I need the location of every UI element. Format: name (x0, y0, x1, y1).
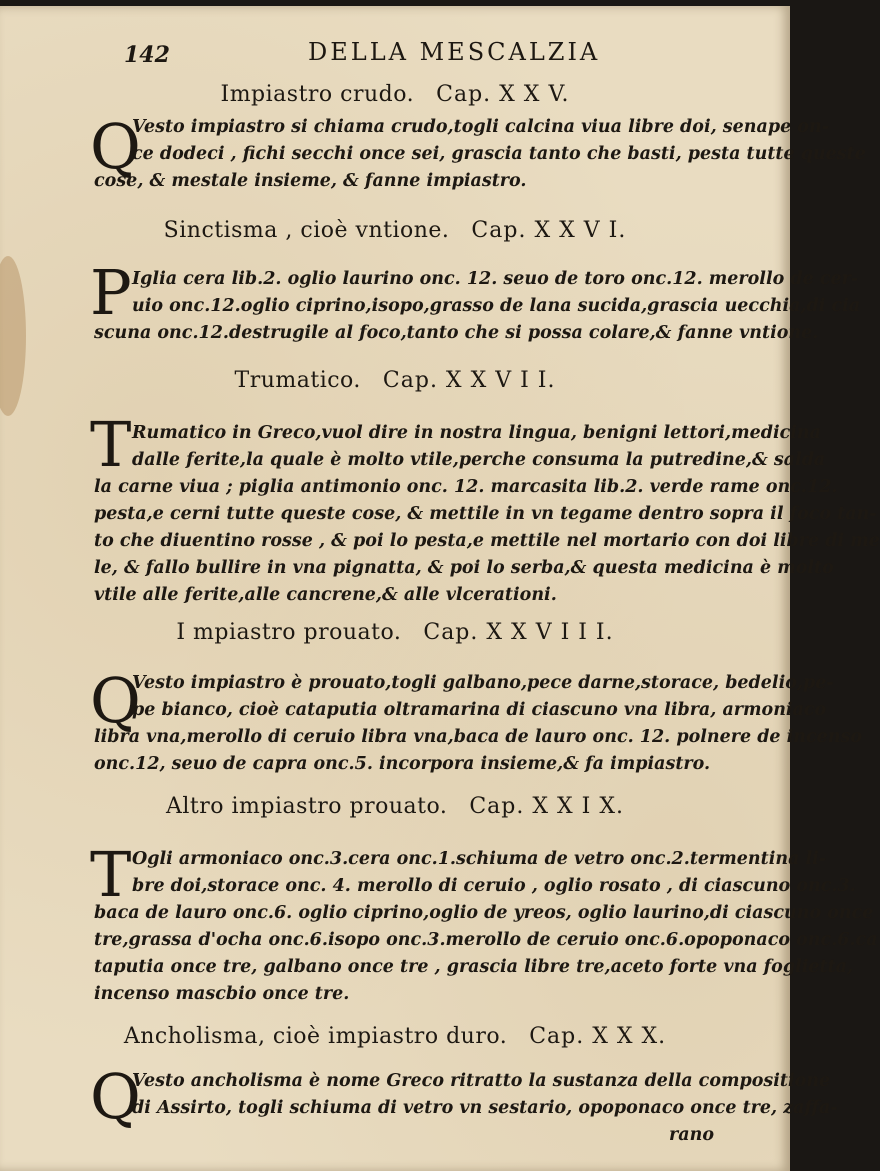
text-line: vtile alle ferite,alle cancrene,& alle vlcerationi. (94, 585, 557, 605)
book-page (0, 6, 880, 1171)
chapter-number: Cap. X X V I. (471, 218, 627, 243)
chapter-number: Cap. X X V I I. (382, 368, 556, 393)
text-line: incenso mascbio once tre. (94, 984, 350, 1004)
text-line: Ogli armoniaco onc.3.cera onc.1.schiuma de vetro onc.2.termentina li- (132, 849, 827, 869)
heading-text: Impiastro crudo. (220, 82, 415, 107)
chapter-number: Cap. X X V I I I. (423, 620, 614, 645)
chapter-number: Cap. X X V. (436, 82, 570, 107)
section-heading (0, 218, 790, 243)
text-line: Vesto impiastro si chiama crudo,togli calcina viua libre doi, senape on- (132, 117, 829, 137)
text-line: le, & fallo bullire in vna pignatta, & poi lo serba,& questa medicina è molto (94, 558, 834, 578)
section-text (94, 114, 866, 195)
text-line: Iglia cera lib.2. oglio laurino onc. 12. seuo de toro onc.12. merollo de cer- (132, 269, 859, 289)
page-number: 142 (124, 42, 170, 68)
section-heading (0, 368, 790, 393)
section-text (94, 846, 878, 1008)
chapter-number: Cap. X X I X. (469, 794, 625, 819)
heading-text: Sinctisma , cioè vntione. (163, 218, 450, 243)
section-text (94, 420, 880, 609)
text-line: taputia once tre, galbano once tre , grascia libre tre,aceto forte vna foglietta, (94, 957, 854, 977)
section-heading (0, 794, 790, 819)
text-line: to che diuentino rosse , & poi lo pesta,e mettile nel mortario con doi libre di me (94, 531, 880, 551)
text-line: bre doi,storace onc. 4. merollo di ceruio , oglio rosato , di ciascuno onc.3. (132, 876, 856, 896)
text-line: ce dodeci , fichi secchi once sei, grascia tanto che basti, pesta tutte queste (132, 144, 866, 164)
section-heading (0, 620, 790, 645)
heading-text: I mpiastro prouato. (176, 620, 402, 645)
catchword: rano (669, 1125, 714, 1145)
drop-cap: T (90, 408, 132, 481)
heading-text: Altro impiastro prouato. (165, 794, 448, 819)
section-text (94, 670, 863, 778)
section-text (94, 1068, 838, 1149)
text-line: Vesto impiastro è prouato,togli galbano,pece darne,storace, bedelio,pe- (132, 673, 834, 693)
text-line: pesta,e cerni tutte queste cose, & mettile in vn tegame dentro sopra il foco tan- (94, 504, 877, 524)
drop-cap: Q (90, 664, 141, 737)
text-line: uio onc.12.oglio ciprino,isopo,grasso de lana sucida,grascia uecchia,di cia (132, 296, 861, 316)
book-title: DELLA MESCALZIA (308, 38, 601, 66)
section-heading (0, 82, 790, 107)
drop-cap: P (90, 256, 132, 329)
section-text (94, 266, 861, 347)
running-head (0, 38, 790, 68)
text-line: tre,grassa d'ocha onc.6.isopo onc.3.merollo de ceruio onc.6.opoponaco onc.6.ca (94, 930, 878, 950)
section-heading (0, 1024, 790, 1049)
text-line: scuna onc.12.destrugile al foco,tanto che si possa colare,& fanne vntione. (94, 323, 819, 343)
text-line: pe bianco, cioè cataputia oltramarina di ciascuno vna libra, armoniaco (132, 700, 827, 720)
text-line: Rumatico in Greco,vuol dire in nostra lingua, benigni lettori,medicina (132, 423, 821, 443)
heading-text: Trumatico. (234, 368, 361, 393)
drop-cap: T (90, 838, 132, 911)
text-line: cose, & mestale insieme, & fanne impiastro. (94, 171, 527, 191)
heading-text: Ancholisma, cioè impiastro duro. (123, 1024, 508, 1049)
text-line: Vesto ancholisma è nome Greco ritratto la sustanza della compositione (132, 1071, 831, 1091)
drop-cap: Q (90, 110, 141, 183)
chapter-number: Cap. X X X. (529, 1024, 667, 1049)
text-line: libra vna,merollo di ceruio libra vna,baca de lauro onc. 12. polnere de incenso (94, 727, 863, 747)
text-line: onc.12, seuo de capra onc.5. incorpora insieme,& fa impiastro. (94, 754, 711, 774)
text-line: baca de lauro onc.6. oglio ciprino,oglio de yreos, oglio laurino,di ciascuno once (94, 903, 874, 923)
text-line: dalle ferite,la quale è molto vtile,perche consuma la putredine,& salda (132, 450, 826, 470)
text-line: di Assirto, togli schiuma di vetro vn sestario, opoponaco once tre, zaffa- (132, 1098, 838, 1118)
text-line: la carne viua ; piglia antimonio onc. 12. marcasita lib.2. verde rame onc.12. (94, 477, 838, 497)
drop-cap: Q (90, 1060, 141, 1133)
